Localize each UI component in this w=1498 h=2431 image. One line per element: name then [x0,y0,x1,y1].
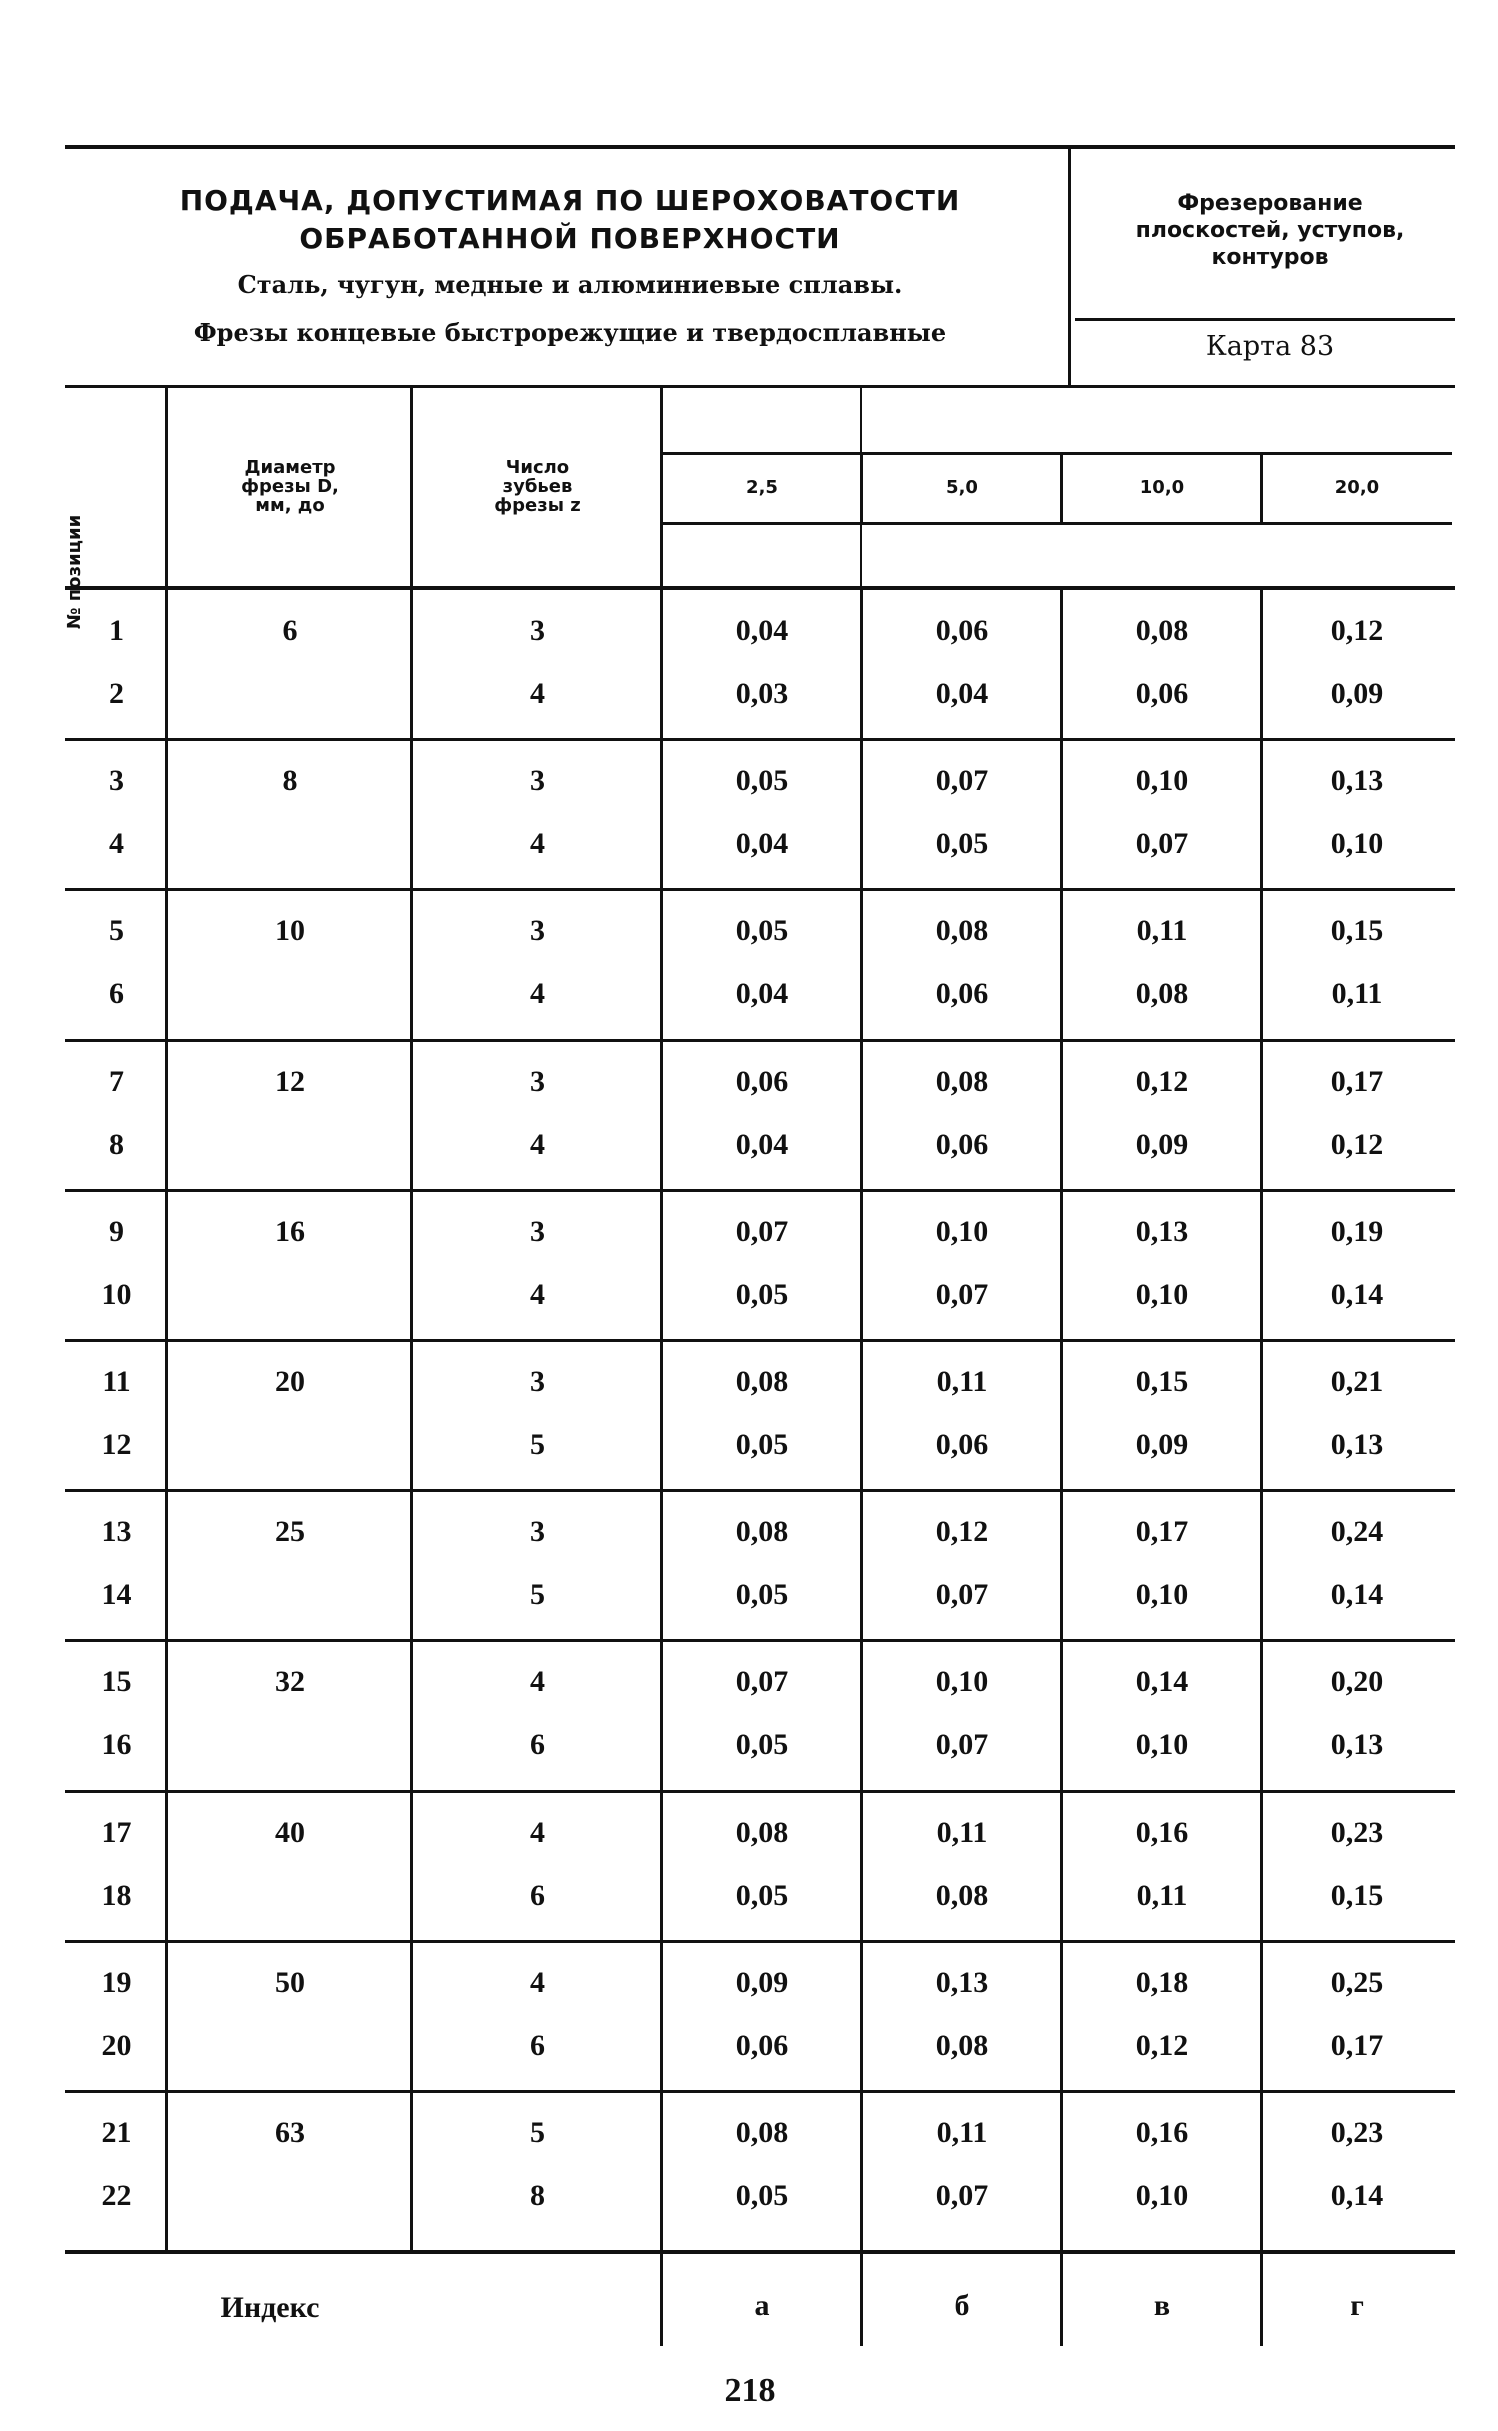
ra-2-5: 2,5 [746,477,778,498]
teeth-cell: 3 [530,914,545,948]
feed-value-cell: 0,05 [735,1277,789,1311]
feed-value-cell: 0,09 [1330,677,1384,710]
feed-value-cell: 0,09 [735,1965,789,1999]
feed-value-cell: 0,11 [1136,914,1188,948]
feed-value-cell: 0,15 [1135,1365,1189,1398]
feed-value-cell: 0,05 [735,1728,789,1762]
feed-value-cell: 0,23 [1330,1815,1384,1849]
diameter-cell: 20 [275,1365,305,1398]
feed-value-cell: 0,06 [1135,677,1189,710]
teeth-cell: 8 [530,2179,545,2212]
feed-value-cell: 0,10 [1135,764,1189,798]
diameter-cell: 6 [282,614,298,647]
feed-value-cell: 0,13 [1330,1728,1384,1762]
teeth-cell: 6 [530,1878,545,1912]
feed-value-cell: 0,04 [935,677,989,710]
position-cell: 19 [101,1965,132,1999]
position-cell: 9 [109,1214,124,1248]
feed-value-cell: 0,06 [935,1127,989,1161]
feed-value-cell: 0,13 [935,1965,989,1999]
feed-value-cell: 0,24 [1330,1515,1384,1549]
group-separator [65,1189,1455,1192]
teeth-cell: 6 [530,2028,545,2062]
feed-value-cell: 0,08 [735,1365,789,1398]
feed-value-cell: 0,06 [935,1428,989,1461]
feed-value-cell: 0,13 [1330,764,1384,798]
feed-value-cell: 0,07 [935,1728,989,1762]
feed-value-cell: 0,08 [735,1815,789,1849]
feed-value-cell: 0,08 [935,2028,989,2062]
cutters-subtitle: Фрезы концевые быстрорежущие и твердосплавные [193,318,947,347]
feed-value-cell: 0,14 [1330,1578,1384,1612]
ra-10-0: 10,0 [1139,477,1185,498]
position-cell: 5 [109,914,124,948]
position-cell: 8 [109,1127,124,1161]
feed-value-cell: 0,14 [1330,1277,1384,1311]
diameter-cell: 50 [275,1965,305,1999]
position-column-header: № позиции [64,514,85,630]
ra-5-0: 5,0 [946,477,978,498]
feed-value-cell: 0,21 [1330,1365,1384,1398]
feed-value-cell: 0,15 [1330,1878,1384,1912]
card-rule [1075,318,1455,321]
feed-value-cell: 0,07 [935,2179,989,2212]
feed-value-cell: 0,17 [1330,2028,1384,2062]
index-a: а [754,2289,770,2322]
feed-value-cell: 0,13 [1330,1428,1384,1461]
feed-value-cell: 0,05 [735,764,789,798]
teeth-header-line3: фрезы z [494,495,581,516]
footer-rule [65,2250,1455,2254]
feed-value-cell: 0,05 [735,1878,789,1912]
feed-value-cell: 0,10 [1135,1578,1189,1612]
diameter-cell: 25 [275,1515,305,1549]
diameter-header-line3: мм, до [255,495,325,516]
feed-value-cell: 0,07 [935,1277,989,1311]
feed-value-cell: 0,06 [935,977,989,1011]
feed-value-cell: 0,11 [1136,1878,1188,1912]
column-divider [410,387,413,2252]
feed-value-cell: 0,14 [1135,1665,1189,1699]
group-separator [65,738,1455,741]
position-cell: 11 [102,1365,131,1398]
feed-value-cell: 0,07 [935,764,989,798]
feed-value-cell: 0,10 [1330,827,1384,861]
teeth-cell: 4 [530,677,545,710]
feed-value-cell: 0,05 [735,914,789,948]
teeth-cell: 3 [530,1214,545,1248]
position-cell: 15 [101,1665,132,1699]
teeth-cell: 4 [530,1965,545,1999]
group-separator [65,888,1455,891]
group-separator [65,1790,1455,1793]
teeth-cell: 4 [530,1127,545,1161]
ra-20-0: 20,0 [1334,477,1380,498]
feed-value-cell: 0,05 [735,1578,789,1612]
feed-value-cell: 0,04 [735,1127,789,1161]
feed-value-cell: 0,12 [1135,2028,1189,2062]
diameter-cell: 12 [275,1064,305,1098]
header-merge-mask [862,388,1458,452]
feed-value-cell: 0,04 [735,977,789,1011]
operation-line1: Фрезерование [1177,191,1363,216]
feed-value-cell: 0,08 [735,1515,789,1549]
teeth-cell: 4 [530,1665,545,1699]
feed-value-cell: 0,12 [935,1515,989,1549]
group-separator [65,1639,1455,1642]
position-cell: 13 [101,1515,132,1549]
column-divider [165,387,168,2252]
position-cell: 2 [109,677,124,710]
card-number: Карта 83 [1205,331,1335,362]
feed-value-cell: 0,08 [1135,977,1189,1011]
diameter-cell: 10 [275,914,305,948]
feed-value-cell: 0,06 [735,2028,789,2062]
teeth-cell: 4 [530,1277,545,1311]
group-separator [65,2090,1455,2093]
diameter-cell: 40 [275,1815,305,1849]
teeth-cell: 3 [530,764,545,798]
feed-value-cell: 0,14 [1330,2179,1384,2212]
group-separator [65,1940,1455,1943]
teeth-cell: 5 [530,2116,545,2149]
position-cell: 20 [101,2028,132,2062]
diameter-cell: 63 [275,2116,305,2149]
group-separator [65,1489,1455,1492]
feed-value-cell: 0,16 [1135,1815,1189,1849]
teeth-cell: 5 [530,1578,545,1612]
feed-value-cell: 0,17 [1135,1515,1189,1549]
position-cell: 10 [101,1277,132,1311]
diameter-cell: 16 [275,1214,305,1248]
position-cell: 18 [101,1878,132,1912]
teeth-cell: 3 [530,1515,545,1549]
feed-value-cell: 0,23 [1330,2116,1384,2149]
feed-value-cell: 0,19 [1330,1214,1384,1248]
diameter-cell: 32 [275,1665,305,1699]
feed-value-cell: 0,09 [1135,1127,1189,1161]
materials-subtitle: Сталь, чугун, медные и алюминиевые сплавы. [237,270,903,299]
feed-value-cell: 0,12 [1330,614,1384,647]
feed-value-cell: 0,04 [735,827,789,861]
teeth-cell: 3 [530,1365,545,1398]
feed-value-cell: 0,11 [936,1365,988,1398]
page-title-line1: ПОДАЧА, ДОПУСТИМАЯ ПО ШЕРОХОВАТОСТИ [179,184,961,217]
feed-value-cell: 0,10 [1135,1277,1189,1311]
feed-value-cell: 0,13 [1135,1214,1189,1248]
feed-value-cell: 0,04 [735,614,789,647]
top-rule [65,145,1455,149]
feed-value-cell: 0,07 [735,1214,789,1248]
teeth-cell: 4 [530,977,545,1011]
position-cell: 4 [109,827,124,861]
diameter-cell: 8 [282,764,298,798]
feed-value-cell: 0,09 [1135,1428,1189,1461]
feed-value-cell: 0,07 [735,1665,789,1699]
feed-value-cell: 0,12 [1135,1064,1189,1098]
feed-value-cell: 0,05 [735,1428,789,1461]
feed-value-cell: 0,18 [1135,1965,1189,1999]
position-cell: 16 [101,1728,132,1762]
position-cell: 12 [101,1428,132,1461]
table-header-bottom-rule [65,586,1455,590]
position-cell: 17 [101,1815,132,1849]
feed-value-cell: 0,16 [1135,2116,1189,2149]
teeth-cell: 4 [530,1815,545,1849]
feed-value-cell: 0,11 [936,2116,988,2149]
feed-value-cell: 0,10 [1135,2179,1189,2212]
feed-value-cell: 0,03 [735,677,789,710]
group-separator [65,1339,1455,1342]
page-title-line2: ОБРАБОТАННОЙ ПОВЕРХНОСТИ [299,222,841,255]
header-divider [1068,147,1071,385]
roughness-rule [662,452,1452,455]
teeth-cell: 6 [530,1728,545,1762]
feed-value-cell: 0,05 [935,827,989,861]
position-cell: 3 [109,764,124,798]
diameter-header-line2: фрезы D, [241,476,339,497]
index-v: в [1153,2289,1171,2322]
feed-value-cell: 0,08 [935,1878,989,1912]
teeth-cell: 3 [530,614,545,647]
position-cell: 14 [101,1578,132,1612]
position-cell: 1 [109,614,124,647]
feed-value-cell: 0,12 [1330,1127,1384,1161]
position-cell: 22 [101,2179,132,2212]
teeth-header-line2: зубьев [502,476,573,497]
group-separator [65,1039,1455,1042]
feed-value-cell: 0,07 [1135,827,1189,861]
index-g: г [1350,2289,1364,2322]
feed-value-cell: 0,10 [1135,1728,1189,1762]
page-number: 218 [724,2372,776,2409]
feed-value-cell: 0,17 [1330,1064,1384,1098]
teeth-cell: 4 [530,827,545,861]
operation-line2: плоскостей, уступов, [1135,218,1405,243]
feed-value-cell: 0,11 [1331,977,1383,1011]
feed-value-cell: 0,06 [735,1064,789,1098]
feed-value-cell: 0,08 [735,2116,789,2149]
feed-value-cell: 0,20 [1330,1665,1384,1699]
teeth-cell: 5 [530,1428,545,1461]
feed-value-cell: 0,07 [935,1578,989,1612]
header-merge-mask [862,525,1458,586]
feed-value-cell: 0,05 [735,2179,789,2212]
feed-value-cell: 0,06 [935,614,989,647]
teeth-header-line1: Число [505,457,570,478]
feed-value-cell: 0,10 [935,1665,989,1699]
position-cell: 6 [109,977,124,1011]
feed-value-cell: 0,10 [935,1214,989,1248]
teeth-cell: 3 [530,1064,545,1098]
position-cell: 21 [101,2116,132,2149]
feed-value-cell: 0,15 [1330,914,1384,948]
index-b: б [954,2289,970,2322]
operation-line3: контуров [1211,245,1329,270]
feed-value-cell: 0,08 [1135,614,1189,647]
index-label: Индекс [220,2291,320,2324]
feed-value-cell: 0,25 [1330,1965,1384,1999]
feed-value-cell: 0,08 [935,1064,989,1098]
position-cell: 7 [109,1064,124,1098]
feed-value-cell: 0,08 [935,914,989,948]
diameter-header-line1: Диаметр [244,457,336,478]
feed-value-cell: 0,11 [936,1815,988,1849]
